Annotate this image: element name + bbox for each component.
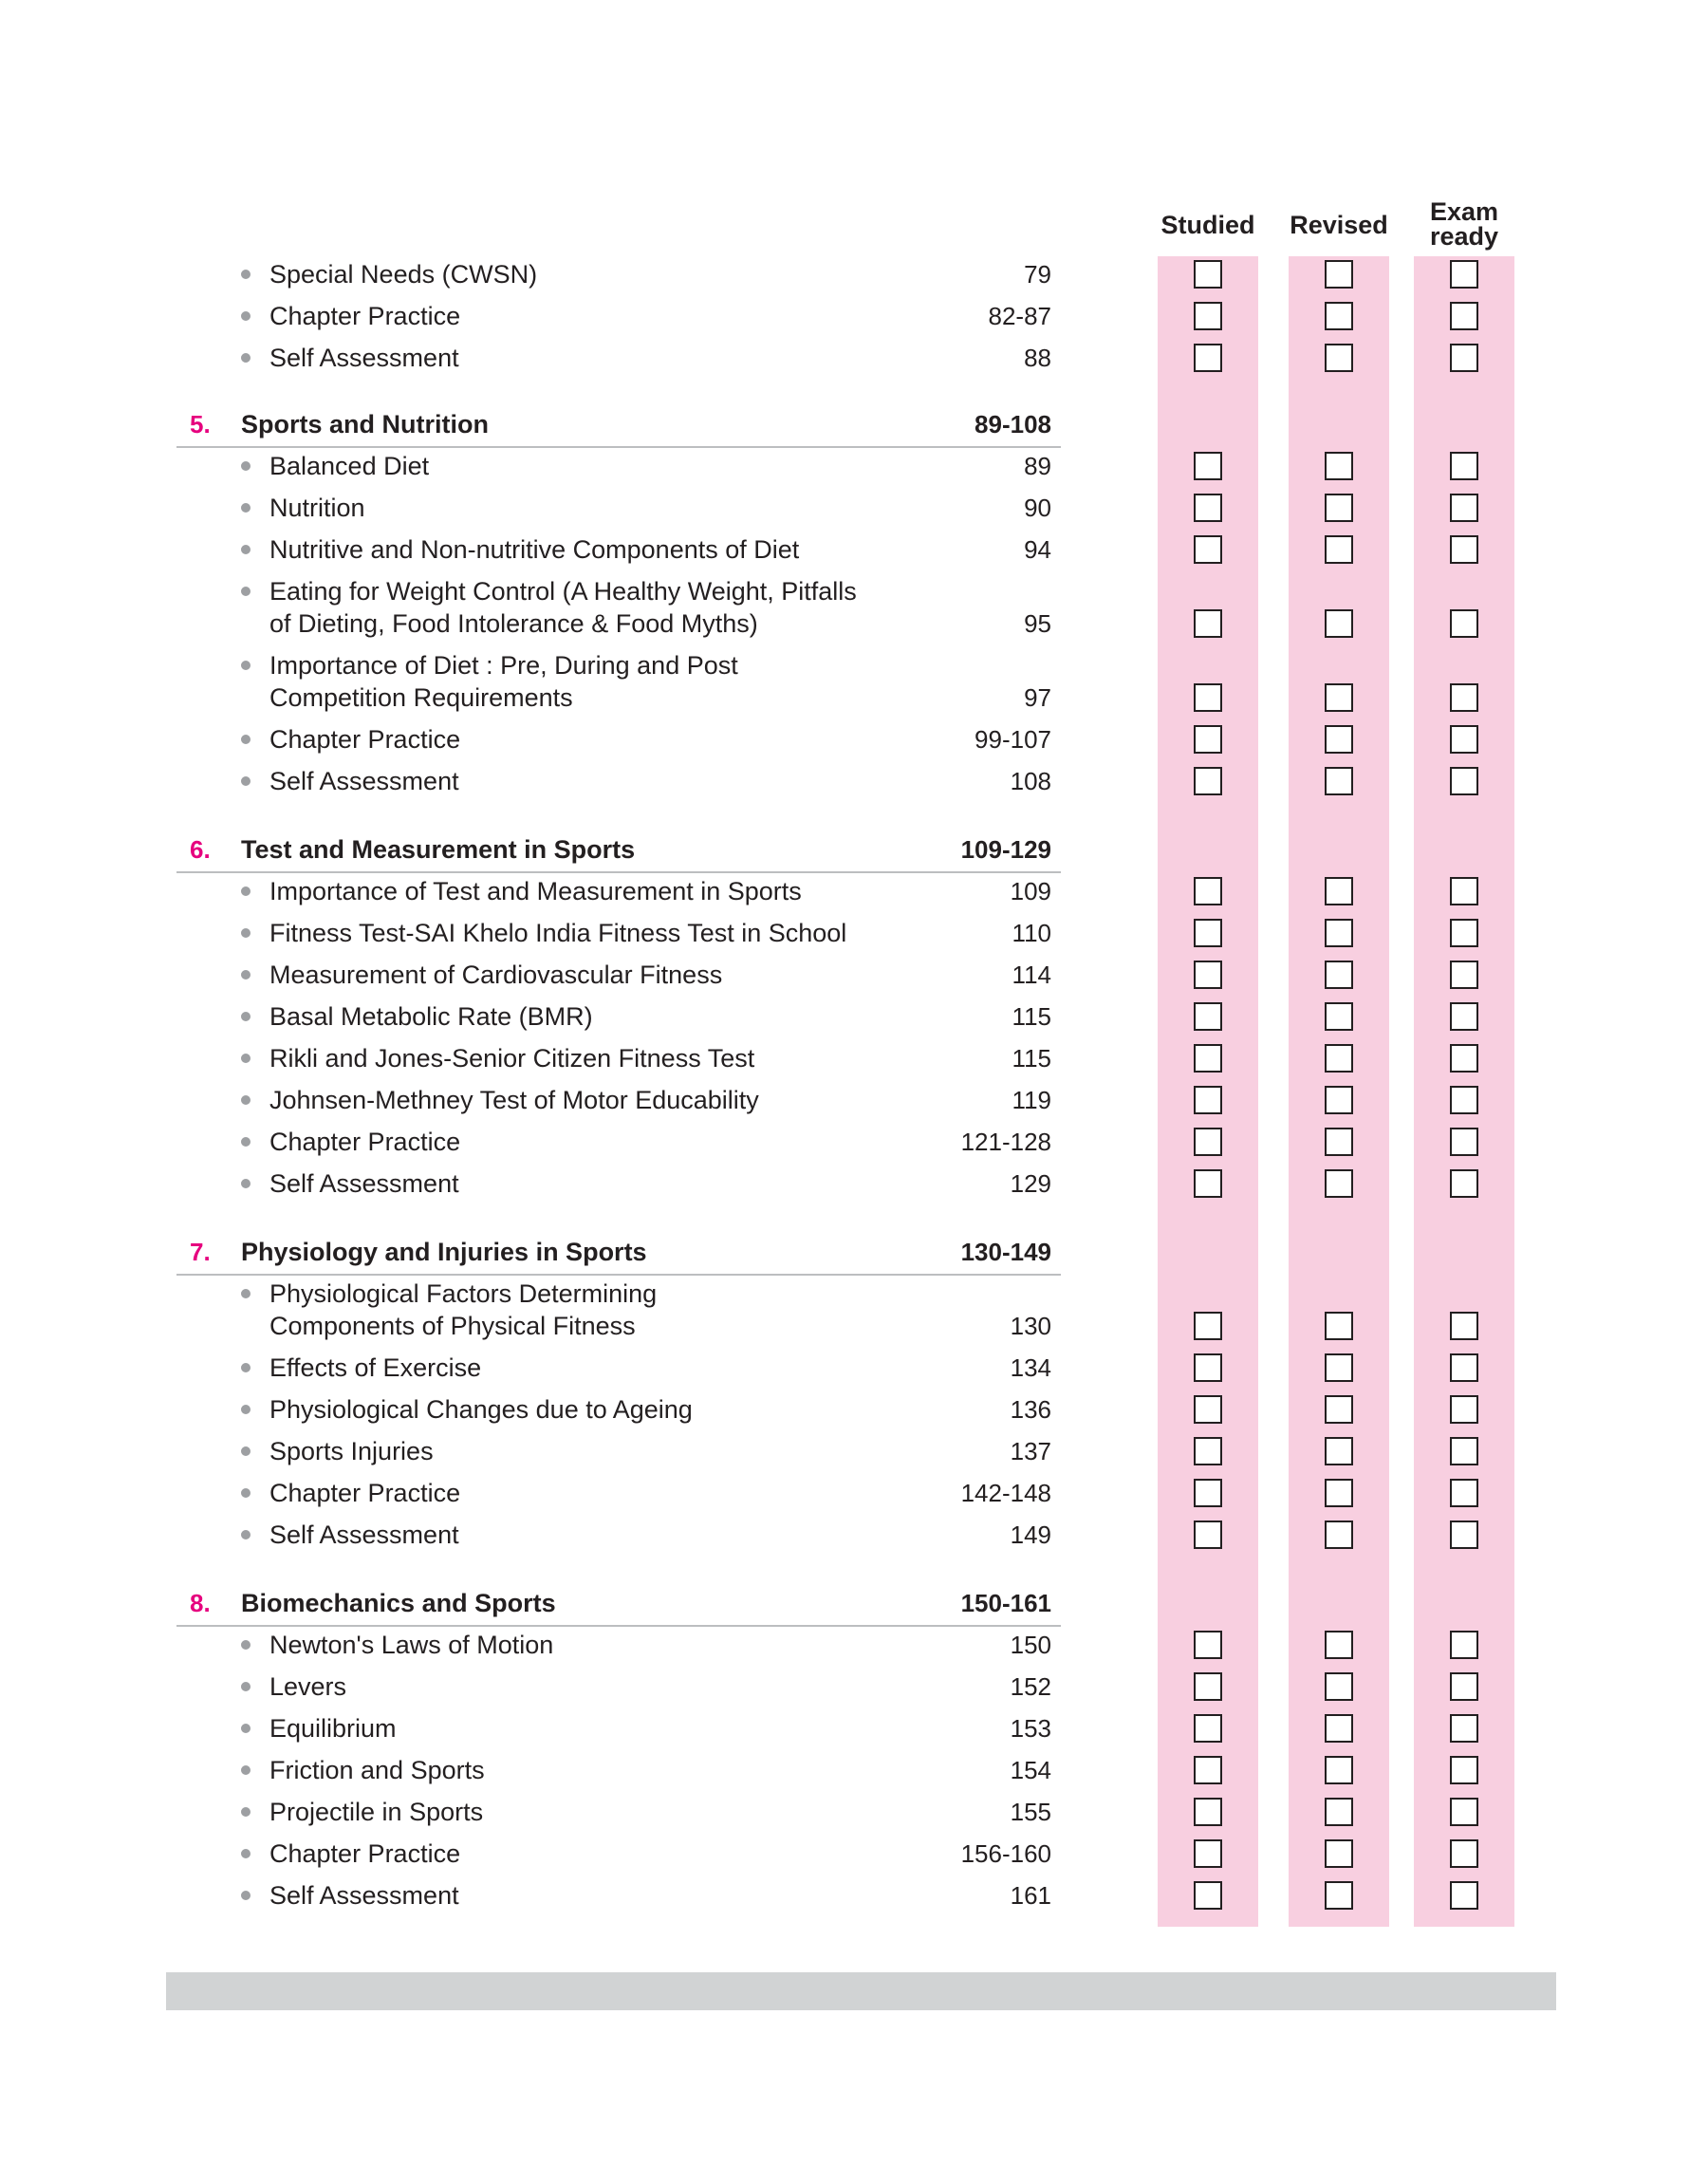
studied-checkbox[interactable] (1194, 1756, 1222, 1784)
chapter-title: Test and Measurement in Sports (241, 835, 636, 864)
revised-checkbox[interactable] (1325, 1479, 1353, 1507)
topic-page-number: 154 (1010, 1756, 1051, 1784)
revised-checkbox[interactable] (1325, 683, 1353, 712)
bullet-icon (241, 1405, 251, 1414)
revised-checkbox[interactable] (1325, 1672, 1353, 1701)
studied-checkbox[interactable] (1194, 725, 1222, 754)
bullet-icon (241, 353, 251, 363)
studied-checkbox[interactable] (1194, 961, 1222, 989)
bullet-icon (241, 1724, 251, 1733)
bullet-icon (241, 1488, 251, 1498)
exam-ready-checkbox[interactable] (1450, 877, 1478, 905)
topic-page-number: 90 (1024, 494, 1051, 522)
topic-page-number: 134 (1010, 1353, 1051, 1382)
topic-title: Chapter Practice (269, 1839, 461, 1868)
chapter-divider (176, 871, 1061, 873)
topic-page-number: 109 (1010, 877, 1051, 905)
topic-title: Basal Metabolic Rate (BMR) (269, 1002, 593, 1031)
studied-checkbox[interactable] (1194, 1128, 1222, 1156)
topic-page-number: 129 (1010, 1169, 1051, 1198)
studied-checkbox[interactable] (1194, 1169, 1222, 1198)
exam-ready-checkbox[interactable] (1450, 1798, 1478, 1826)
bullet-icon (241, 776, 251, 786)
studied-checkbox[interactable] (1194, 1353, 1222, 1382)
exam-ready-checkbox[interactable] (1450, 302, 1478, 330)
exam-ready-checkbox[interactable] (1450, 725, 1478, 754)
exam-ready-checkbox[interactable] (1450, 1169, 1478, 1198)
revised-checkbox[interactable] (1325, 1002, 1353, 1031)
topic-title: Equilibrium (269, 1714, 397, 1743)
bullet-icon (241, 1363, 251, 1372)
bullet-icon (241, 1446, 251, 1456)
revised-checkbox[interactable] (1325, 1521, 1353, 1549)
revised-checkbox[interactable] (1325, 1128, 1353, 1156)
topic-page-number: 130 (1010, 1312, 1051, 1340)
bullet-icon (241, 1179, 251, 1188)
topic-title: Eating for Weight Control (A Healthy Weight, Pitfalls of Dieting, Food Intolerance & Food Myths) (269, 577, 857, 638)
exam-ready-checkbox[interactable] (1450, 1479, 1478, 1507)
topic-title: Fitness Test-SAI Khelo India Fitness Test in School (269, 919, 847, 947)
topic-page-number: 152 (1010, 1672, 1051, 1701)
exam-ready-checkbox[interactable] (1450, 1002, 1478, 1031)
topic-title: Rikli and Jones-Senior Citizen Fitness Test (269, 1044, 755, 1073)
studied-checkbox[interactable] (1194, 767, 1222, 795)
topic-page-number: 110 (1012, 919, 1051, 947)
revised-checkbox[interactable] (1325, 535, 1353, 564)
bullet-icon (241, 970, 251, 980)
topic-page-number: 137 (1010, 1437, 1051, 1465)
studied-checkbox[interactable] (1194, 260, 1222, 289)
bullet-icon (241, 1054, 251, 1063)
bullet-icon (241, 1891, 251, 1900)
revised-checkbox[interactable] (1325, 302, 1353, 330)
bullet-icon (241, 886, 251, 896)
topic-title: Importance of Diet : Pre, During and Post Competition Requirements (269, 651, 738, 712)
studied-checkbox[interactable] (1194, 1798, 1222, 1826)
revised-checkbox[interactable] (1325, 260, 1353, 289)
topic-title: Projectile in Sports (269, 1798, 484, 1826)
studied-header: Studied (1160, 211, 1255, 239)
studied-checkbox[interactable] (1194, 1479, 1222, 1507)
exam-ready-checkbox[interactable] (1450, 344, 1478, 372)
bullet-icon (241, 1640, 251, 1650)
chapter-divider (176, 446, 1061, 448)
exam-ready-checkbox[interactable] (1450, 535, 1478, 564)
bullet-icon (241, 1137, 251, 1147)
footer-band (166, 1972, 1556, 2010)
studied-checkbox[interactable] (1194, 1521, 1222, 1549)
topic-title: Chapter Practice (269, 1128, 461, 1156)
chapter-number: 8. (190, 1589, 211, 1617)
topic-page-number: 114 (1012, 961, 1051, 989)
studied-checkbox[interactable] (1194, 1881, 1222, 1910)
topic-title: Chapter Practice (269, 302, 461, 330)
chapter-number: 6. (190, 835, 211, 864)
revised-checkbox[interactable] (1325, 452, 1353, 480)
topic-title: Newton's Laws of Motion (269, 1631, 554, 1659)
chapter-page-range: 109-129 (960, 835, 1051, 864)
topic-page-number: 108 (1010, 767, 1051, 795)
topic-page-number: 161 (1010, 1881, 1051, 1910)
studied-checkbox[interactable] (1194, 1672, 1222, 1701)
chapter-page-range: 130-149 (960, 1238, 1051, 1266)
studied-checkbox[interactable] (1194, 1437, 1222, 1465)
bullet-icon (241, 1095, 251, 1105)
studied-checkbox[interactable] (1194, 1002, 1222, 1031)
chapter-title: Physiology and Injuries in Sports (241, 1238, 647, 1266)
studied-checkbox[interactable] (1194, 1395, 1222, 1424)
topic-page-number: 119 (1012, 1086, 1051, 1114)
studied-checkbox[interactable] (1194, 1631, 1222, 1659)
topic-title: Levers (269, 1672, 347, 1701)
topic-page-number: 156-160 (960, 1839, 1051, 1868)
revised-checkbox[interactable] (1325, 1798, 1353, 1826)
revised-checkbox[interactable] (1325, 1839, 1353, 1868)
topic-title: Balanced Diet (269, 452, 430, 480)
revised-checkbox[interactable] (1325, 1756, 1353, 1784)
revised-checkbox[interactable] (1325, 961, 1353, 989)
topic-page-number: 153 (1010, 1714, 1051, 1743)
bullet-icon (241, 461, 251, 471)
topic-page-number: 99-107 (975, 725, 1051, 754)
exam-ready-checkbox[interactable] (1450, 767, 1478, 795)
bullet-icon (241, 1289, 251, 1298)
bullet-icon (241, 587, 251, 596)
revised-checkbox[interactable] (1325, 609, 1353, 638)
bullet-icon (241, 1012, 251, 1021)
revised-checkbox[interactable] (1325, 1631, 1353, 1659)
revised-checkbox[interactable] (1325, 1881, 1353, 1910)
studied-checkbox[interactable] (1194, 1839, 1222, 1868)
studied-checkbox[interactable] (1194, 1086, 1222, 1114)
bullet-icon (241, 1530, 251, 1539)
topic-page-number: 97 (1024, 683, 1051, 712)
revised-checkbox[interactable] (1325, 344, 1353, 372)
revised-checkbox[interactable] (1325, 919, 1353, 947)
chapter-divider (176, 1625, 1061, 1627)
topic-title: Physiological Changes due to Ageing (269, 1395, 693, 1424)
topic-title: Effects of Exercise (269, 1353, 482, 1382)
revised-checkbox[interactable] (1325, 725, 1353, 754)
topic-page-number: 121-128 (960, 1128, 1051, 1156)
revised-checkbox[interactable] (1325, 767, 1353, 795)
topic-title: Nutrition (269, 494, 365, 522)
exam-ready-checkbox[interactable] (1450, 683, 1478, 712)
exam-ready-checkbox[interactable] (1450, 1044, 1478, 1073)
topic-page-number: 115 (1012, 1002, 1051, 1031)
revised-checkbox[interactable] (1325, 494, 1353, 522)
exam-ready-checkbox[interactable] (1450, 1437, 1478, 1465)
topic-page-number: 155 (1010, 1798, 1051, 1826)
chapter-page-range: 89-108 (975, 410, 1051, 438)
exam-ready-checkbox[interactable] (1450, 1395, 1478, 1424)
chapter-title: Sports and Nutrition (241, 410, 489, 438)
exam-ready-checkbox[interactable] (1450, 919, 1478, 947)
revised-checkbox[interactable] (1325, 1437, 1353, 1465)
studied-checkbox[interactable] (1194, 609, 1222, 638)
chapter-number: 7. (190, 1238, 211, 1266)
exam-ready-checkbox[interactable] (1450, 494, 1478, 522)
exam-ready-checkbox[interactable] (1450, 1756, 1478, 1784)
revised-checkbox[interactable] (1325, 1086, 1353, 1114)
exam-ready-checkbox[interactable] (1450, 1521, 1478, 1549)
exam-ready-checkbox[interactable] (1450, 452, 1478, 480)
studied-checkbox[interactable] (1194, 535, 1222, 564)
revised-checkbox[interactable] (1325, 1353, 1353, 1382)
revised-checkbox[interactable] (1325, 1169, 1353, 1198)
topic-title: Measurement of Cardiovascular Fitness (269, 961, 723, 989)
chapter-title: Biomechanics and Sports (241, 1589, 556, 1617)
bullet-icon (241, 1807, 251, 1817)
bullet-icon (241, 928, 251, 938)
exam-ready-checkbox[interactable] (1450, 1839, 1478, 1868)
exam-ready-checkbox[interactable] (1450, 1312, 1478, 1340)
topic-title: Friction and Sports (269, 1756, 485, 1784)
bullet-icon (241, 735, 251, 744)
chapter-number: 5. (190, 410, 211, 438)
bullet-icon (241, 311, 251, 321)
topic-title: Self Assessment (269, 1169, 459, 1198)
topic-page-number: 88 (1024, 344, 1051, 372)
revised-checkbox[interactable] (1325, 1312, 1353, 1340)
topic-title: Self Assessment (269, 1881, 459, 1910)
bullet-icon (241, 545, 251, 554)
topic-title: Self Assessment (269, 1521, 459, 1549)
chapter-page-range: 150-161 (960, 1589, 1051, 1617)
topic-page-number: 150 (1010, 1631, 1051, 1659)
studied-checkbox[interactable] (1194, 683, 1222, 712)
exam-ready-checkbox[interactable] (1450, 260, 1478, 289)
exam-ready-checkbox[interactable] (1450, 1881, 1478, 1910)
exam-ready-checkbox[interactable] (1450, 1353, 1478, 1382)
studied-checkbox[interactable] (1194, 452, 1222, 480)
bullet-icon (241, 503, 251, 513)
revised-checkbox[interactable] (1325, 1044, 1353, 1073)
topic-page-number: 115 (1012, 1044, 1051, 1073)
exam-ready-checkbox[interactable] (1450, 1631, 1478, 1659)
topic-title: Self Assessment (269, 767, 459, 795)
topic-title: Johnsen-Methney Test of Motor Educability (269, 1086, 759, 1114)
studied-checkbox[interactable] (1194, 344, 1222, 372)
bullet-icon (241, 270, 251, 279)
exam-ready-checkbox[interactable] (1450, 1672, 1478, 1701)
topic-page-number: 94 (1024, 535, 1051, 564)
studied-checkbox[interactable] (1194, 302, 1222, 330)
topic-title: Physiological Factors Determining Components of Physical Fitness (269, 1279, 658, 1340)
topic-title: Chapter Practice (269, 1479, 461, 1507)
studied-checkbox[interactable] (1194, 877, 1222, 905)
exam-ready-checkbox[interactable] (1450, 1714, 1478, 1743)
exam-ready-checkbox[interactable] (1450, 961, 1478, 989)
revised-checkbox[interactable] (1325, 877, 1353, 905)
revised-checkbox[interactable] (1325, 1395, 1353, 1424)
topic-title: Nutritive and Non-nutritive Components of Diet (269, 535, 800, 564)
exam-ready-checkbox[interactable] (1450, 1086, 1478, 1114)
studied-checkbox[interactable] (1194, 1714, 1222, 1743)
exam-ready-checkbox[interactable] (1450, 609, 1478, 638)
topic-page-number: 89 (1024, 452, 1051, 480)
topic-title: Self Assessment (269, 344, 459, 372)
topic-page-number: 82-87 (988, 302, 1051, 330)
bullet-icon (241, 1765, 251, 1775)
topic-page-number: 149 (1010, 1521, 1051, 1549)
topic-page-number: 142-148 (960, 1479, 1051, 1507)
chapter-divider (176, 1274, 1061, 1276)
topic-page-number: 136 (1010, 1395, 1051, 1424)
topic-title: Importance of Test and Measurement in Sports (269, 877, 802, 905)
topic-title: Chapter Practice (269, 725, 461, 754)
bullet-icon (241, 661, 251, 670)
topic-page-number: 95 (1024, 609, 1051, 638)
studied-checkbox[interactable] (1194, 919, 1222, 947)
exam-ready-checkbox[interactable] (1450, 1128, 1478, 1156)
exam-ready-header: Exam ready (1429, 197, 1499, 251)
studied-checkbox[interactable] (1194, 1044, 1222, 1073)
topic-page-number: 79 (1024, 260, 1051, 289)
studied-checkbox[interactable] (1194, 1312, 1222, 1340)
revised-checkbox[interactable] (1325, 1714, 1353, 1743)
topic-title: Special Needs (CWSN) (269, 260, 538, 289)
revised-header: Revised (1290, 211, 1388, 239)
bullet-icon (241, 1682, 251, 1691)
bullet-icon (241, 1849, 251, 1858)
topic-title: Sports Injuries (269, 1437, 434, 1465)
studied-checkbox[interactable] (1194, 494, 1222, 522)
